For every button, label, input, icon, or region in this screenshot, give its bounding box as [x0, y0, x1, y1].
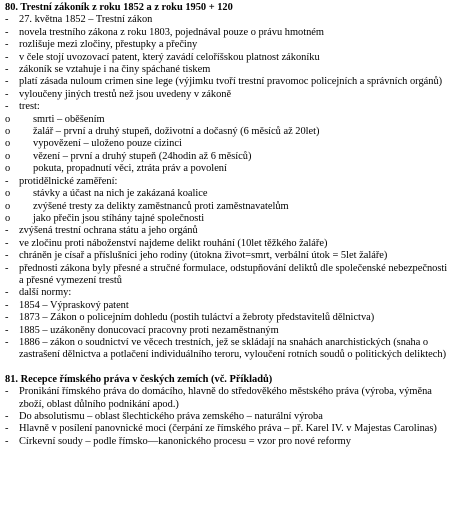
list-item-text: zákoník se vztahuje i na činy spáchané tiskem: [19, 64, 211, 76]
section-81-heading: 81. Recepce římského práva v českých zemích (vč. Příkladů): [5, 373, 273, 385]
list-item: [5, 225, 452, 237]
list-item: [5, 176, 452, 188]
dash-bullet: -: [5, 312, 9, 324]
list-item-text: zvýšené tresty za delikty zaměstnanců proti zaměstnavatelům: [33, 200, 289, 212]
list-item: [5, 287, 452, 299]
list-item-text: chráněn je císař a příslušníci jeho rodiny (útokna život=smrt, verbální útok = 5let žaláře): [19, 250, 388, 262]
sub-list-item: [5, 188, 452, 200]
list-item: [5, 39, 452, 51]
sub-list-item: [5, 201, 452, 213]
circle-bullet: o: [5, 188, 11, 200]
list-item-text: novela trestního zákona z roku 1803, pojednával pouze o právu hmotném: [19, 26, 324, 38]
list-item-text: zvýšená trestní ochrana státu a jeho orgánů: [19, 225, 198, 237]
dash-bullet: -: [5, 225, 9, 237]
list-item-text: Církevní soudy – podle římsko—kanonického procesu = vzor pro nové reformy: [19, 435, 351, 447]
circle-bullet: o: [5, 200, 11, 212]
list-item-text: 27. května 1852 – Trestní zákon: [19, 14, 153, 26]
list-item: [5, 250, 452, 262]
dash-bullet: -: [5, 262, 9, 274]
list-item-text: 1854 – Výpraskový patent: [19, 299, 129, 311]
list-item-text: ve zločinu proti náboženství najdeme delikt rouhání (10let těžkého žaláře): [19, 237, 328, 249]
circle-bullet: o: [5, 113, 11, 125]
list-item-text: pokuta, propadnutí věci, ztráta práv a povolení: [33, 163, 227, 175]
list-item: [5, 52, 452, 64]
dash-bullet: -: [5, 88, 9, 100]
sub-list-item: [5, 114, 452, 126]
sub-list-item: [5, 126, 452, 138]
list-item-text: Pronikání římského práva do domácího, hlavně do středověkého městského práva (výroba, výměna zboží, oblast důlního podnikání apod.): [19, 386, 432, 410]
dash-bullet: -: [5, 336, 9, 348]
dash-bullet: -: [5, 101, 9, 113]
list-item-text: platí zásada nuloum crimen sine lege (výjimku tvoří trestní pravomoc policejních a správních orgánů): [19, 76, 443, 88]
list-item: [5, 300, 452, 312]
dash-bullet: -: [5, 26, 9, 38]
list-item: [5, 14, 452, 26]
list-item-text: 1873 – Zákon o policejním dohledu (postih tuláctví a žebroty představitelů dělnictva): [19, 312, 375, 324]
dash-bullet: -: [5, 175, 9, 187]
list-item-text: přednosti zákona byly přesné a stručné formulace, odstupňování deliktů dle společenské nebezpečnosti a přesné vymezení trestů: [19, 262, 448, 286]
list-item-text: vypovězení – uloženo pouze cizinci: [33, 138, 182, 150]
section-80-list: [5, 14, 452, 361]
circle-bullet: o: [5, 126, 11, 138]
list-item: [5, 27, 452, 39]
sub-list-item: [5, 213, 452, 225]
dash-bullet: -: [5, 51, 9, 63]
sub-list-item: [5, 163, 452, 175]
section-80-heading: 80. Trestní zákoník z roku 1852 a z roku 1950 + 120: [5, 2, 233, 13]
dash-bullet: -: [5, 299, 9, 311]
list-item-text: 1886 – zákon o soudnictví ve věcech trestních, jež se skládají na snahách anarchistických (snaha o zastrašení dělnictva a potlačení individuálního teroru, vyloučení rotních soudů o politických deliktech): [19, 336, 447, 361]
list-item-text: stávky a účast na nich je zakázaná koalice: [33, 188, 208, 200]
list-item-text: smrti – oběšením: [33, 113, 105, 125]
section-gap: [5, 362, 452, 374]
circle-bullet: o: [5, 138, 11, 150]
dash-bullet: -: [5, 287, 9, 299]
dash-bullet: -: [5, 423, 9, 435]
list-item-text: jako přečin jsou stíhány tajné společnosti: [33, 212, 205, 224]
list-item-text: žalář – první a druhý stupeň, doživotní a dočasný (6 měsíců až 20let): [33, 126, 320, 138]
dash-bullet: -: [5, 76, 9, 88]
dash-bullet: -: [5, 64, 9, 76]
list-item: [5, 312, 452, 324]
sub-list-item: [5, 138, 452, 150]
list-item: [5, 411, 452, 423]
list-item: [5, 89, 452, 101]
dash-bullet: -: [5, 411, 9, 422]
list-item: [5, 337, 452, 362]
list-item-text: rozlišuje mezi zločiny, přestupky a přečiny: [19, 39, 198, 51]
dash-bullet: -: [5, 14, 9, 26]
sub-list-item: [5, 151, 452, 163]
list-item-text: protidělnické zaměření:: [19, 175, 118, 187]
section-81-list: [5, 386, 452, 448]
list-item: [5, 238, 452, 250]
list-item: [5, 325, 452, 337]
list-item: [5, 386, 452, 411]
list-item: [5, 64, 452, 76]
circle-bullet: o: [5, 150, 11, 162]
list-item-text: vězení – první a druhý stupeň (24hodin až 6 měsíců): [33, 150, 252, 162]
list-item-text: trest:: [19, 101, 40, 113]
dash-bullet: -: [5, 386, 9, 398]
list-item: [5, 423, 452, 435]
list-item-text: v čele stojí uvozovací patent, který zavádí celoříšskou platnost zákoníku: [19, 51, 320, 63]
list-item: [5, 436, 452, 448]
dash-bullet: -: [5, 250, 9, 262]
dash-bullet: -: [5, 435, 9, 447]
dash-bullet: -: [5, 324, 9, 336]
circle-bullet: o: [5, 212, 11, 224]
circle-bullet: o: [5, 163, 11, 175]
list-item-text: 1885 – uzákoněny donucovací pracovny proti nezaměstnaným: [19, 324, 279, 336]
list-item-text: vyloučeny jiných trestů než jsou uvedeny v zákoně: [19, 88, 232, 100]
list-item: [5, 76, 452, 88]
list-item: [5, 101, 452, 113]
list-item-text: Do absolutismu – oblast šlechtického práva zemského – naturální výroba: [19, 411, 323, 422]
list-item: [5, 263, 452, 288]
dash-bullet: -: [5, 237, 9, 249]
dash-bullet: -: [5, 39, 9, 51]
list-item-text: Hlavně v posílení panovnické moci (čerpání ze římského práva – př. Karel IV. v Majestas Carolinas): [19, 423, 437, 435]
list-item-text: další normy:: [19, 287, 72, 299]
